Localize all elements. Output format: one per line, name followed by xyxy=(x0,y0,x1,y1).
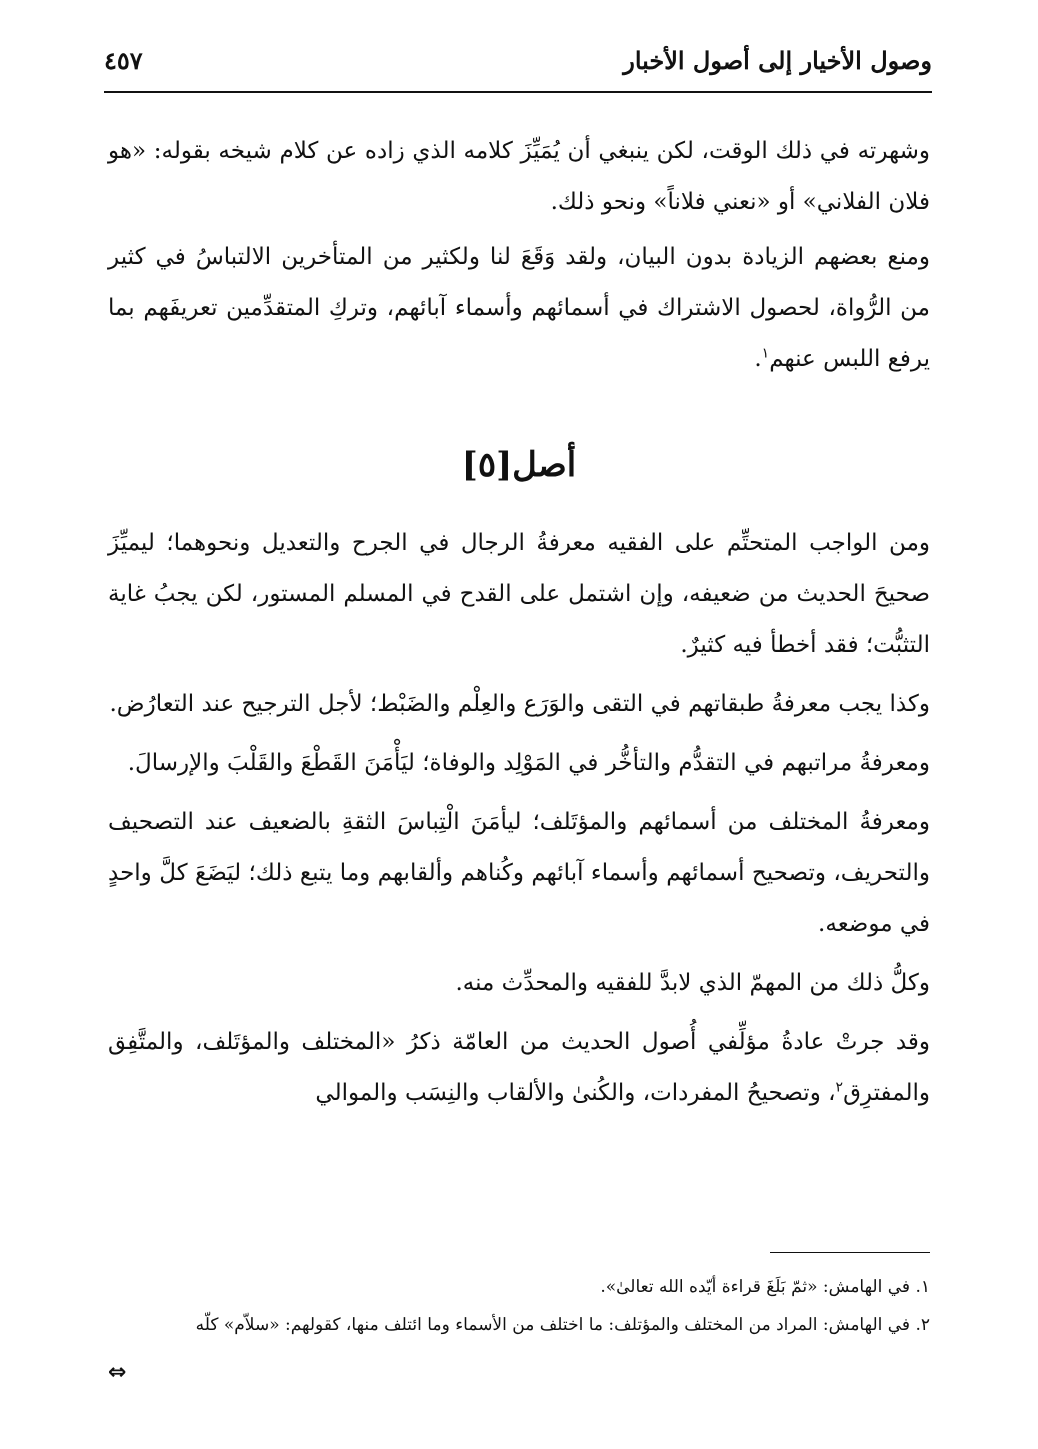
paragraph: وشهرته في ذلك الوقت، لكن ينبغي أن يُمَيِّزَ كلامه الذي زاده عن كلام شيخه بقوله: «هو فلان الفلاني» أو «نعني فلاناً» ونحو ذلك. xyxy=(108,138,930,215)
footnote-reference[interactable]: ٢ xyxy=(835,1079,844,1096)
paragraph-block-ambiguity xyxy=(108,232,930,385)
paragraph xyxy=(108,1017,930,1119)
footnotes xyxy=(108,1268,930,1344)
paragraph-text: ومنع بعضهم الزيادة بدون البيان، ولقد وَقَعَ لنا ولكثير من المتأخرين الالتباسُ في كثير من الرُّواة، لحصول الاشتراك في أسمائهم وأسماء آبائهم، وتركِ المتقدِّمين تعريفَهم بما يرفع اللبس عنهم xyxy=(108,244,930,372)
paragraph: وكلُّ ذلك من المهمّ الذي لابدَّ للفقيه والمحدِّث منه. xyxy=(455,970,930,996)
paragraph-block-intro xyxy=(108,126,930,228)
paragraph: ومن الواجب المتحتِّم على الفقيه معرفةُ الرجال في الجرح والتعديل ونحوهما؛ ليميِّزَ صحيحَ الحديث من ضعيفه، وإن اشتمل على القدح في المسلم المستور، لكن يجبُ غاية التثبُّت؛ فقد أخطأ فيه كثيرٌ. xyxy=(108,530,930,658)
footnote-1: ١. في الهامش: «ثمّ بَلَغَ قراءة أيّده الله تعالىٰ». xyxy=(600,1277,930,1297)
footnote-2: ٢. في الهامش: المراد من المختلف والمؤتلف: ما اختلف من الأسماء وما ائتلف منها، كقولهم: «سلاّم» كلّه xyxy=(195,1315,930,1335)
running-title: وصول الأخيار إلى أصول الأخبار xyxy=(623,46,932,75)
section-heading: أصل[٥] xyxy=(461,445,577,485)
footnote-divider xyxy=(770,1252,930,1253)
continuation-arrow-icon: ⇔ xyxy=(108,1360,127,1385)
paragraph: ومعرفةُ مراتبهم في التقدُّم والتأخُّر في المَوْلِد والوفاة؛ ليَأْمَنَ القَطْعَ والقَلْبَ والإرسالَ. xyxy=(127,750,930,776)
page-header xyxy=(104,38,932,90)
page-number: ٤٥٧ xyxy=(104,46,143,75)
paragraph: ومنع بعضهم الزيادة بدون البيان، ولقد وَقَعَ لنا ولكثير من المتأخرين الالتباسُ في كثير من الرُّواة، لحصول الاشتراك في أسمائهم وأسماء آبائهم، وتركِ المتقدِّمين تعريفَهم بما يرفع اللبس عنهم$^١$. xyxy=(108,244,930,372)
paragraph: وكذا يجب معرفةُ طبقاتهم في التقى والوَرَع والعِلْم والضَبْط؛ لأجل الترجيح عند التعارُض. xyxy=(109,691,930,717)
footnote-reference[interactable]: ١ xyxy=(761,345,770,362)
paragraph-text: ، وتصحيحُ المفردات، والكُنىٰ والألقاب والنِسَب والموالي xyxy=(315,1080,836,1106)
paragraph-text: وقد جرتْ عادةُ مؤلِّفي أُصول الحديث من العامّة ذكرُ «المختلف والمؤتَلف، والمتَّفِق والمفترِق xyxy=(108,1029,930,1106)
paragraph: ومعرفةُ المختلف من أسمائهم والمؤتَلف؛ ليأمَنَ الْتِباسَ الثقةِ بالضعيف عند التصحيف والتحريف، وتصحيح أسمائهم وأسماء آبائهم وكُناهم وألقابهم وما يتبع ذلك؛ ليَضَعَ كلَّ واحدٍ في موضعه. xyxy=(108,809,930,937)
header-divider xyxy=(104,91,932,93)
section-body xyxy=(108,518,930,1127)
